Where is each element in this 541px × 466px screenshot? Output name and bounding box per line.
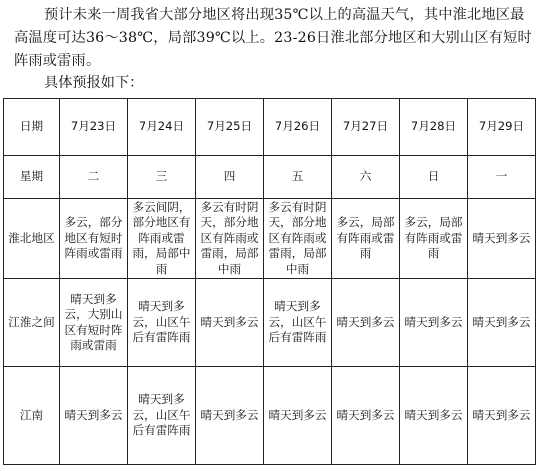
weekday-cell: 二: [60, 156, 128, 199]
weekday-cell: 六: [332, 156, 400, 199]
forecast-cell: 多云间阴，部分地区有阵雨或雷雨，局部中雨: [128, 199, 196, 279]
forecast-cell: 晴天到多云: [400, 279, 468, 367]
date-cell: 7月25日: [196, 99, 264, 156]
forecast-cell: 晴天到多云，大别山区有短时阵雨或雷雨: [60, 279, 128, 367]
weekday-cell: 日: [400, 156, 468, 199]
forecast-cell: 晴天到多云: [196, 279, 264, 367]
forecast-cell: 晴天到多云，山区午后有雷阵雨: [128, 279, 196, 367]
region-row-jiangnan: [4, 367, 536, 465]
forecast-cell: 晴天到多云，山区午后有雷阵雨: [128, 367, 196, 465]
forecast-cell: 晴天到多云: [468, 367, 536, 465]
forecast-cell: 晴天到多云: [468, 199, 536, 279]
date-header: 日期: [4, 99, 60, 156]
forecast-cell: 晴天到多云: [60, 367, 128, 465]
intro-paragraph: [14, 4, 536, 73]
date-row: [4, 99, 536, 156]
forecast-cell: 晴天到多云: [332, 279, 400, 367]
weekday-cell: 一: [468, 156, 536, 199]
forecast-cell: 多云，局部有阵雨或雷雨: [332, 199, 400, 279]
forecast-cell: 晴天到多云: [264, 367, 332, 465]
date-cell: 7月23日: [60, 99, 128, 156]
forecast-lead: 具体预报如下：: [44, 75, 144, 91]
forecast-cell: 晴天到多云: [400, 367, 468, 465]
weekday-cell: 五: [264, 156, 332, 199]
forecast-table: [3, 98, 536, 465]
forecast-cell: 晴天到多云: [196, 367, 264, 465]
date-cell: 7月24日: [128, 99, 196, 156]
intro-text: 预计未来一周我省大部分地区将出现35℃以上的高温天气，其中淮北地区最高温度可达36～38℃，局部39℃以上。23-26日淮北部分地区和大别山区有短时阵雨或雷雨。: [14, 7, 532, 69]
forecast-cell: 晴天到多云: [468, 279, 536, 367]
region-name: 淮北地区: [4, 199, 60, 279]
weekday-row: [4, 156, 536, 199]
region-name: 江南: [4, 367, 60, 465]
forecast-cell: 晴天到多云: [332, 367, 400, 465]
forecast-cell: 晴天到多云，山区午后有雷阵雨: [264, 279, 332, 367]
region-name: 江淮之间: [4, 279, 60, 367]
date-cell: 7月28日: [400, 99, 468, 156]
date-cell: 7月29日: [468, 99, 536, 156]
weekday-cell: 四: [196, 156, 264, 199]
forecast-cell: 多云有时阴天，部分地区有阵雨或雷雨，局部中雨: [196, 199, 264, 279]
date-cell: 7月26日: [264, 99, 332, 156]
date-cell: 7月27日: [332, 99, 400, 156]
forecast-cell: 多云，局部有阵雨或雷雨: [400, 199, 468, 279]
region-row-huaibei: [4, 199, 536, 279]
forecast-cell: 多云，部分地区有短时阵雨或雷雨: [60, 199, 128, 279]
region-row-jianghuai: [4, 279, 536, 367]
forecast-cell: 多云有时阴天，部分地区有阵雨或雷雨，局部中雨: [264, 199, 332, 279]
weekday-cell: 三: [128, 156, 196, 199]
weekday-header: 星期: [4, 156, 60, 199]
